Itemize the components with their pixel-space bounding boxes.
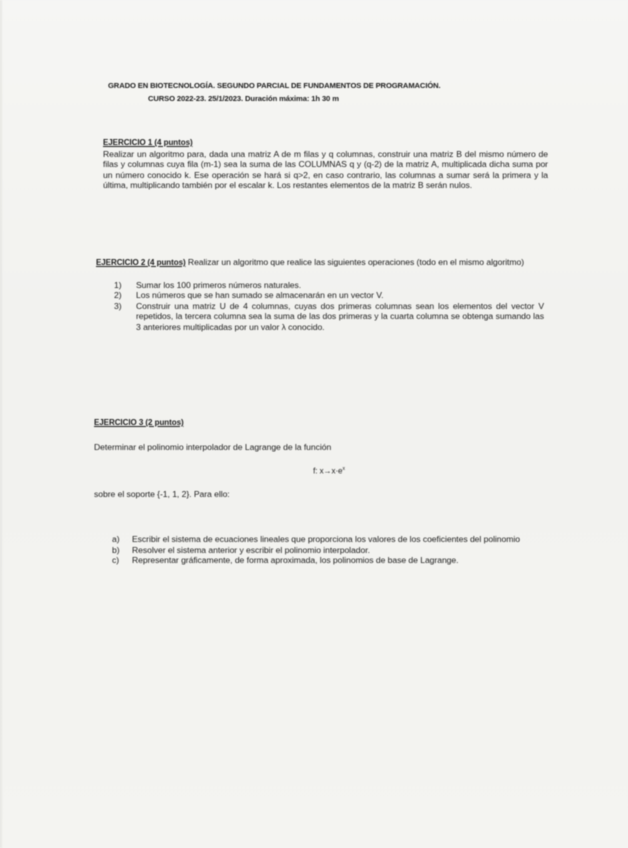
exercise-2: [96, 257, 544, 333]
formula-text: f: x→x·e: [313, 466, 343, 476]
item-text: Sumar los 100 primeros números naturales.: [136, 279, 302, 290]
exercise-3-list: [94, 534, 544, 566]
lagrange-function-formula: [94, 464, 544, 477]
exam-header: [108, 79, 548, 105]
exercise-3-title: EJERCICIO 3 (2 puntos): [94, 418, 184, 427]
item-number: 1): [114, 279, 122, 290]
exercise-3-intro: Determinar el polinomio interpolador de Lagrange de la función: [94, 441, 332, 452]
formula-exponent: x: [342, 466, 345, 473]
list-item: [94, 555, 544, 566]
item-text: Resolver el sistema anterior y escribir el polinomio interpolador.: [132, 544, 370, 555]
item-letter: b): [112, 544, 120, 555]
item-number: 2): [114, 290, 122, 301]
exercise-3-support: sobre el soporte {-1, 1, 2}. Para ello:: [94, 489, 230, 500]
list-item: [96, 301, 544, 333]
item-text: Escribir el sistema de ecuaciones lineales que proporciona los valores de los coeficientes del polinomio: [132, 534, 520, 545]
exercise-2-intro: Realizar un algoritmo que realice las siguientes operaciones (todo en el mismo algoritmo): [185, 257, 525, 267]
header-line-1: GRADO EN BIOTECNOLOGÍA. SEGUNDO PARCIAL DE FUNDAMENTOS DE PROGRAMACIÓN.: [108, 81, 441, 90]
list-item: [94, 534, 544, 545]
item-text: Los números que se han sumado se almacenarán en un vector V.: [136, 290, 384, 301]
header-line-2: CURSO 2022-23. 25/1/2023. Duración máxima: 1h 30 m: [148, 94, 339, 103]
list-item: [96, 290, 544, 301]
exercise-2-list: [96, 280, 544, 333]
item-letter: a): [112, 534, 120, 545]
list-item: [94, 545, 544, 556]
item-text: Representar gráficamente, de forma aproximada, los polinomios de base de Lagrange.: [132, 555, 459, 566]
exercise-1-title: EJERCICIO 1 (4 puntos): [103, 138, 193, 147]
exercise-3: [94, 418, 544, 566]
exercise-2-title: EJERCICIO 2 (4 puntos): [96, 258, 186, 267]
exercise-1: [103, 138, 548, 191]
item-number: 3): [114, 300, 122, 311]
item-letter: c): [112, 555, 120, 566]
list-item: [96, 280, 544, 291]
scan-edge: [0, 0, 3, 848]
item-text: Construir una matriz U de 4 columnas, cuyas dos primeras columnas sean los elementos del vector V repetidos, la tercera columna sea la suma de las dos primeras y la cuarta columna se obtenga sumando las 3 anteriores multiplicadas por un valor λ conocido.: [136, 300, 544, 332]
exercise-2-intro-block: [96, 257, 544, 269]
exercise-1-body: Realizar un algoritmo para, dada una matriz A de m filas y q columnas, construir una matriz B del mismo número de filas y columnas cuya fila (m-1) sea la suma de las COLUMNAS q y (q-2) de la matriz A, multiplicada dicha suma por un número conocido k. Ese operación se hará si q>2, en caso contrario, las columnas a sumar será la primera y la última, multiplicando también por el escalar k. Los restantes elementos de la matriz B serán nulos.: [103, 148, 548, 191]
